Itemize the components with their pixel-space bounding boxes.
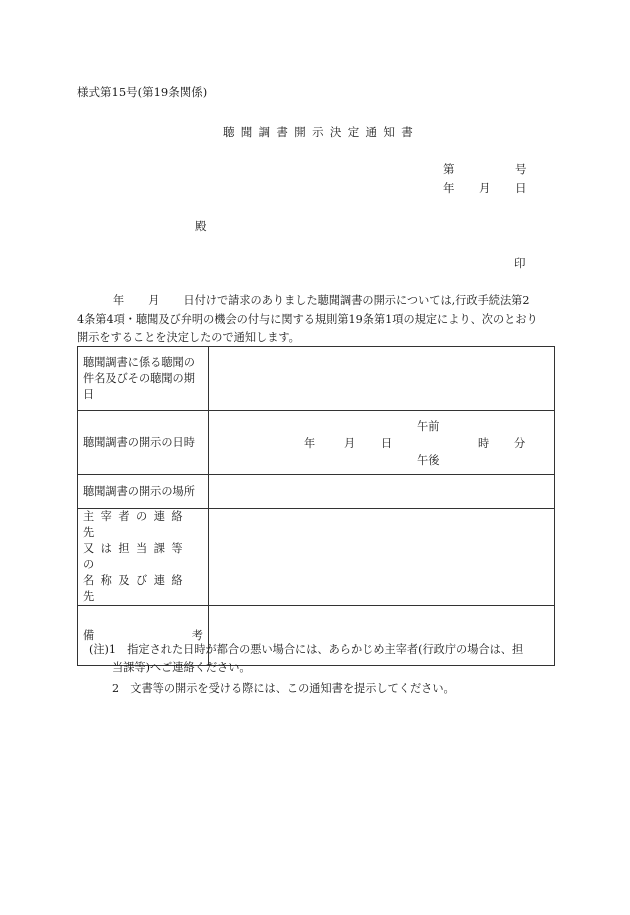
body-line3: 開示をすることを決定したので通知します。 (77, 331, 300, 344)
table-row (78, 347, 555, 411)
issue-month: 月 (479, 181, 491, 195)
issue-day: 日 (515, 181, 527, 195)
body-line2: 4条第4項・聴聞及び弁明の機会の付与に関する規則第19条第1項の規定により、次のとおり (77, 312, 538, 326)
number-prefix: 第 (443, 162, 455, 176)
hearing-subject-value[interactable] (209, 347, 555, 411)
disclosure-table (77, 346, 555, 666)
body-month: 月 (148, 294, 160, 307)
disclosure-place-label: 聴聞調書の開示の場所 (78, 475, 209, 509)
dt-year: 年 (304, 436, 316, 450)
note-1-line-2: 当課等)へご連絡ください。 (112, 661, 251, 674)
table-row (78, 411, 555, 475)
hearing-subject-label: 聴聞調書に係る聴聞の 件名及びその聴聞の期 日 (78, 347, 209, 411)
addressee-honorific: 殿 (195, 219, 207, 233)
table-row (78, 475, 555, 509)
dt-month: 月 (344, 436, 356, 450)
note-2: 2 文書等の開示を受ける際には、この通知書を提示してください。 (112, 682, 455, 695)
issue-year: 年 (443, 181, 455, 195)
disclosure-datetime-label: 聴聞調書の開示の日時 (78, 411, 209, 475)
dt-pm: 午後 (417, 453, 440, 467)
dt-minute: 分 (514, 436, 526, 450)
body-paragraph (77, 292, 557, 348)
dt-day: 日 (381, 436, 393, 450)
disclosure-datetime-value[interactable] (209, 411, 555, 475)
contact-value[interactable] (209, 509, 555, 606)
contact-label: 主宰者の連絡先 又は担当課等の 名称及び連絡先 (78, 509, 209, 606)
table-row (78, 509, 555, 606)
dt-am: 午前 (417, 419, 440, 433)
disclosure-place-value[interactable] (209, 475, 555, 509)
body-line1: 日付けで請求のありました聴聞調書の開示については,行政手続法第2 (183, 294, 530, 307)
remarks-label: 備 考 (78, 606, 209, 666)
body-year: 年 (113, 294, 125, 307)
form-number: 様式第15号(第19条関係) (77, 85, 208, 99)
note-1-line-1: (注)1 指定された日時が都合の悪い場合には、あらかじめ主宰者(行政庁の場合は、担 (89, 643, 524, 656)
dt-hour: 時 (478, 436, 490, 450)
seal-mark: 印 (514, 256, 526, 270)
document-title: 聴聞調書開示決定通知書 (222, 125, 420, 139)
number-suffix: 号 (515, 162, 527, 176)
